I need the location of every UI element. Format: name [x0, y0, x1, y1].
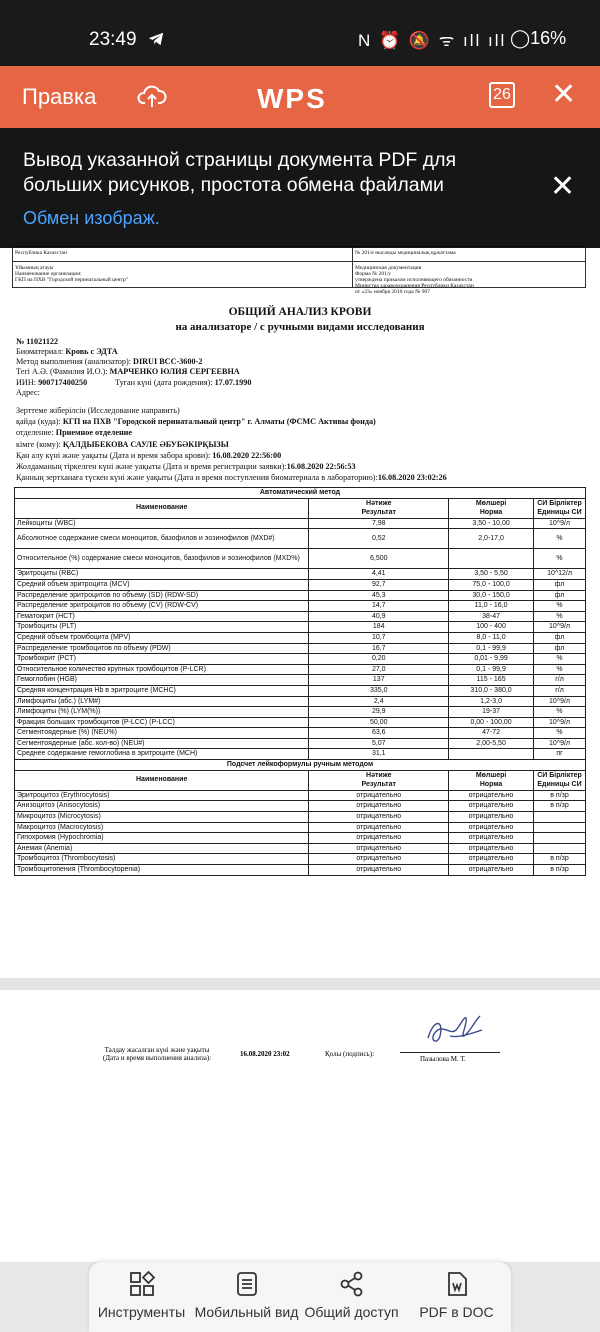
signer-name: Пазылова М. Т. [420, 1055, 466, 1063]
cell-norm: отрицательно [449, 843, 534, 854]
cell-name: Относительное количество крупных тромбоцитов (P-LCR) [15, 664, 309, 675]
table-row [15, 643, 586, 654]
cell-result: 14,7 [309, 601, 449, 612]
cell-unit: в п/зр [534, 854, 586, 865]
cell-result: 6,500 [309, 549, 449, 569]
cell-result: 2,4 [309, 696, 449, 707]
cell-result: 0,20 [309, 654, 449, 665]
cell-name: Лимфоциты (абс.) (LYM#) [15, 696, 309, 707]
table-row [15, 749, 586, 760]
cell-norm: отрицательно [449, 822, 534, 833]
cell-name: Фракция больших тромбоцитов (P-LCC) (P-LCC) [15, 717, 309, 728]
cell-name: Относительное (%) содержание смеси моноцитов, базофилов и эозинофилов (MXD%) [15, 549, 309, 569]
cell-unit: г/л [534, 675, 586, 686]
header-country: Республика Казахстан [15, 250, 67, 256]
received-time: 16.08.2020 23:02:26 [377, 473, 447, 482]
cell-name: Средний объем тромбоцита (MPV) [15, 632, 309, 643]
cell-norm: 2,00-5,50 [449, 738, 534, 749]
cell-unit: г/л [534, 685, 586, 696]
analysis-date: 16.08.2020 23:02 [240, 1050, 290, 1058]
page-gap [0, 978, 600, 990]
address-label: Адрес: [16, 388, 40, 397]
cell-unit: % [534, 601, 586, 612]
cell-result: 63,6 [309, 728, 449, 739]
cell-norm: 2,0-17,0 [449, 529, 534, 549]
auto-section-title: Автоматический метод [15, 488, 586, 499]
table-row [15, 569, 586, 580]
cell-result: отрицательно [309, 801, 449, 812]
cell-norm: 11,0 - 16,0 [449, 601, 534, 612]
cell-unit: в п/зр [534, 801, 586, 812]
cell-norm: отрицательно [449, 833, 534, 844]
table-row [15, 801, 586, 812]
table-row [15, 622, 586, 633]
cell-norm: отрицательно [449, 812, 534, 823]
cell-name: Микроцитоз (Microcytosis) [15, 812, 309, 823]
header-form-number: № 201/е нысанды медициналық құжаттама [355, 250, 456, 256]
doc-subtitle: на анализаторе / с ручными видами исследования [175, 321, 425, 333]
cell-norm: 3,50 - 10,00 [449, 518, 534, 529]
cell-norm: 100 - 400 [449, 622, 534, 633]
status-icons: N ⏰ 🔕 ᯤ ıll ıll [358, 31, 507, 50]
cell-norm: 75,0 - 100,0 [449, 579, 534, 590]
order-number: № 11021122 [16, 337, 59, 346]
cell-name: Распределение эритроцитов по объему (CV) (RDW-CV) [15, 601, 309, 612]
cell-unit: пг [534, 749, 586, 760]
cloud-upload-icon[interactable] [137, 81, 167, 111]
table-row [15, 529, 586, 549]
mobile-view-button[interactable] [194, 1270, 299, 1320]
cell-name: Эритроцитоз (Erythrocytosis) [15, 790, 309, 801]
cell-norm: 0,1 - 99,9 [449, 664, 534, 675]
battery-indicator: ◯16% [510, 28, 567, 48]
cell-norm: 3,50 - 5,50 [449, 569, 534, 580]
cell-result: 10,7 [309, 632, 449, 643]
table-row [15, 685, 586, 696]
table-row [15, 790, 586, 801]
cell-result: 27,0 [309, 664, 449, 675]
header-organization: Ұйымның атауы Наименование организации: ГКП на ПХВ "Городской перинатальный центр" [15, 265, 128, 283]
cell-unit: % [534, 707, 586, 718]
cell-result: 50,00 [309, 717, 449, 728]
tools-label: Инструменты [97, 1304, 186, 1320]
cell-unit: 10^9/л [534, 738, 586, 749]
table-row [15, 590, 586, 601]
table-row [15, 812, 586, 823]
cell-unit: 10^9/л [534, 696, 586, 707]
cell-result: 184 [309, 622, 449, 633]
doc-title: ОБЩИЙ АНАЛИЗ КРОВИ [228, 306, 372, 318]
cell-unit: % [534, 611, 586, 622]
cell-norm: 19-37 [449, 707, 534, 718]
cell-unit: в п/зр [534, 790, 586, 801]
cell-unit: % [534, 728, 586, 739]
share-label: Общий доступ [304, 1304, 399, 1320]
cell-unit: 10^9/л [534, 518, 586, 529]
col-units-header: СИ Бірліктер Единицы СИ [534, 498, 586, 518]
cell-norm: 47-72 [449, 728, 534, 739]
cell-result: отрицательно [309, 812, 449, 823]
cell-name: Сегментоядерные (%) (NEU%) [15, 728, 309, 739]
page-count-button[interactable]: 26 [489, 82, 515, 108]
table-row [15, 675, 586, 686]
table-row [15, 632, 586, 643]
table-row [15, 717, 586, 728]
cell-unit: в п/зр [534, 865, 586, 876]
cell-result: отрицательно [309, 843, 449, 854]
cell-unit [534, 843, 586, 854]
promo-banner [0, 128, 600, 248]
cell-name: Тромбокрит (PCT) [15, 654, 309, 665]
cell-name: Анемия (Anemia) [15, 843, 309, 854]
cell-norm: 8,0 - 11,0 [449, 632, 534, 643]
table-row [15, 822, 586, 833]
cell-name: Макроцитоз (Macrocytosis) [15, 822, 309, 833]
cell-result: отрицательно [309, 790, 449, 801]
cell-name: Эритроциты (RBC) [15, 569, 309, 580]
edit-button[interactable]: Правка [22, 84, 97, 109]
telegram-icon [147, 30, 165, 48]
table-row [15, 854, 586, 865]
cell-unit: фл [534, 632, 586, 643]
cell-norm: отрицательно [449, 865, 534, 876]
cell-name: Тромбоцитопения (Thrombocytopenia) [15, 865, 309, 876]
cell-unit: % [534, 664, 586, 675]
cell-norm: отрицательно [449, 801, 534, 812]
cell-name: Распределение эритроцитов по объему (SD) (RDW-SD) [15, 590, 309, 601]
registration-time: 16.08.2020 22:56:53 [286, 462, 356, 471]
cell-norm: 38-47 [449, 611, 534, 622]
biomaterial: Кровь с ЭДТА [65, 347, 118, 356]
pdf-page-2 [0, 990, 600, 1262]
col-result-header: Нәтиже Результат [309, 498, 449, 518]
cell-name: Среднее содержание гемоглобина в эритроците (MCH) [15, 749, 309, 760]
analyzer: DIRUI BCC-3600-2 [133, 357, 203, 366]
cell-unit: % [534, 549, 586, 569]
share-icon [338, 1270, 366, 1298]
table-row [15, 865, 586, 876]
cell-unit: 10^12/л [534, 569, 586, 580]
cell-name: Сегментоядерные (абс. кол-во) (NEU#) [15, 738, 309, 749]
cell-name: Гематокрит (HCT) [15, 611, 309, 622]
cell-name: Анизоцитоз (Anisocytosis) [15, 801, 309, 812]
cell-result: 5,07 [309, 738, 449, 749]
cell-name: Тромбоциты (PLT) [15, 622, 309, 633]
clock: 23:49 [89, 29, 137, 50]
share-image-link[interactable]: Обмен изображ. [23, 208, 160, 228]
header-med-doc: Медицинская документация Форма № 201/у утверждена приказом исполняющего обязанности Министра здравоохранения Республики Казахстан от «23» ноября 2010 года № 907 [355, 265, 474, 295]
cell-norm: 30,0 - 150,0 [449, 590, 534, 601]
cell-unit [534, 833, 586, 844]
form-header [12, 246, 586, 295]
cell-norm [449, 749, 534, 760]
pdf-page: Республика Казахстан № 201/е нысанды медициналық құжаттама Ұйымның атауы Наименование организации: ГКП на ПХВ "Городской перинатальный центр" Медицинская документация Форма № 201/у утверждена приказом исполняющего обязанности Министра здравоохранения Республики Казахстан от «23» ноября 2010 года № 907 ОБЩИЙ АНАЛИЗ КРОВИ на анализаторе / с ручными видами исследования № 11021122 Биоматериал: Кровь с ЭДТА Метод выполнения (анализатор): DIRUI BCC-3600-2 Тегі А.Ә. (Фамилия И.О.): МАРЧЕНКО ЮЛИЯ СЕРГЕЕВНА ИИН: 900717400250 Туған күні (дата рождения): 17.07.1990 Адрес: Зерттеме жіберілсін (Исследование направить) қайда (куда): КГП на ПХВ "Городской перинатальный центр" г. Алматы (ФСМС Активы фонда) отделение: Приемное отделение кімге (кому): ҚАЛДЫБЕКОВА САУЛЕ ӘБУБӘКІРҚЫЗЫ Қан алу күні және уақыты (Дата и время забора крови): 16.08.2020 22:56:00 Жолдаманың тіркелген күні және уақыты (Дата и время регистрации заявки):16.08.2020 22:56:53 Қанның зертханаға түскен күні және уақыты (Дата и время поступления биоматериала в лабораторию):16.08.2020 23:02:26 Автоматический метод Наименование Нәтиже Результат Мөлшері Норма СИ Бірліктер Единицы СИ Лейкоциты (WBC) 7,98 3,50 - 10,00 10^9/л Абсолютное содержание смеси моноцитов, базофилов и эозинофилов (MXD#) 0,52 2,0-17,0 % Относительное (%) содержание смеси моноцитов, базофилов и эозинофилов (MXD%) 6,500 % Эритроциты (RBC) 4,41 3,50 - 5,50 10^12/л Средний объем эритроцита (MCV) 92,7 75,0 - 100,0 фл Распределение эритроцитов по объему (SD) (RDW-SD) 45,3 30,0 - 150,0 фл Распределение эритроцитов по объему (CV) (RDW-CV) 14,7 11,0 - 16,0 % Гематокрит (HCT) 40,9 38-47 % Тромбоциты (PLT) 184 100 - 400 10^9/л Средний объем тромбоцита (MPV) 10,7 8,0 - 11,0 фл Распределение тромбоцитов по объему (PDW) 16,7 0,1 - 99,9 фл Тромбокрит (PCT) 0,20 0,01 - 9,99 % Относительное количество крупных тромбоцитов (P-LCR) 27,0 0,1 - 99,9 % Гемоглобин (HGB) 137 115 - 165 г/л Средняя концентрация Hb в эритроците (MCHC) 335,0 310,0 - 380,0 г/л Лимфоциты (абс.) (LYM#) 2,4 1,2-3,0 10^9/л Лимфоциты (%) (LYM(%)) 29,9 19-37 % Фракция больших тромбоцитов (P-LCC) (P-LCC) 50,00 0,00 - 100,00 10^9/л Сегментоядерные (%) (NEU%) 63,6 47-72 % Сегментоядерные (абс. кол-во) (NEU#) 5,07 2,00-5,50 10^9/л Среднее содержание гемоглобина в эритроците (MCH) 31,1 пг Подсчет лейкоформулы ручным методом Наименование Нәтиже Результат Мөлшері Норма СИ Бірліктер Единицы СИ Эритроцитоз (Erythrocytosis) отрицательно отрицательно в п/зр Анизоцитоз (Anisocytosis) отрицательно отрицательно в п/зр Микроцитоз (Microcytosis) отрицательно отрицательно Макроцитоз (Macrocytosis) отрицательно отрицательно Гипохромия (Hypochromia) отрицательно отрицательно Анемия (Anemia) отрицательно отрицательно Тромбоцитоз (Thrombocytosis) отрицательно отрицательно в п/зр Тромбоцитопения (Thrombocytopenia) отрицательно отрицательно в п/зр [0, 128, 600, 978]
patient-iin: 900717400250 [38, 378, 88, 387]
share-button[interactable] [299, 1270, 404, 1320]
cell-name: Лейкоциты (WBC) [15, 518, 309, 529]
sample-time: 16.08.2020 22:56:00 [212, 451, 282, 460]
cell-result: 7,98 [309, 518, 449, 529]
cell-result: отрицательно [309, 854, 449, 865]
pdf-to-doc-button[interactable] [404, 1270, 509, 1320]
cell-result: 16,7 [309, 643, 449, 654]
cell-norm: 0,1 - 99,9 [449, 643, 534, 654]
cell-name: Лимфоциты (%) (LYM(%)) [15, 707, 309, 718]
col-name-header: Наименование [15, 498, 309, 518]
cell-name: Средний объем эритроцита (MCV) [15, 579, 309, 590]
cell-norm: 0,00 - 100,00 [449, 717, 534, 728]
tools-icon [128, 1270, 156, 1298]
patient-dob: 17.07.1990 [214, 378, 252, 387]
banner-close-icon[interactable]: ✕ [550, 170, 576, 203]
wps-logo: WPS [257, 83, 327, 114]
cell-unit: 10^9/л [534, 717, 586, 728]
cell-unit: % [534, 654, 586, 665]
cell-result: 0,52 [309, 529, 449, 549]
cell-result: 29,9 [309, 707, 449, 718]
cell-result: 137 [309, 675, 449, 686]
signature-label: Қолы (подпись): [325, 1050, 375, 1058]
cell-result: 40,9 [309, 611, 449, 622]
pdf-to-doc-label: PDF в DOC [419, 1304, 494, 1320]
cell-result: 31,1 [309, 749, 449, 760]
status-bar [0, 0, 600, 66]
table-row [15, 579, 586, 590]
patient-name: МАРЧЕНКО ЮЛИЯ СЕРГЕЕВНА [109, 367, 240, 376]
table-row [15, 738, 586, 749]
cell-name: Средняя концентрация Hb в эритроците (MCHC) [15, 685, 309, 696]
app-toolbar [0, 66, 600, 128]
col-result-header: Нәтиже Результат [309, 770, 449, 790]
cell-result: 92,7 [309, 579, 449, 590]
bottom-toolbar [89, 1262, 511, 1332]
close-icon[interactable]: ✕ [551, 78, 577, 111]
send-to-label: Зерттеме жіберілсін (Исследование направить) [16, 406, 180, 415]
cell-norm: 1,2-3,0 [449, 696, 534, 707]
cell-unit: фл [534, 643, 586, 654]
cell-result: отрицательно [309, 865, 449, 876]
table-row [15, 518, 586, 529]
manual-section-title: Подсчет лейкоформулы ручным методом [15, 760, 586, 771]
cell-unit: фл [534, 579, 586, 590]
cell-result: отрицательно [309, 833, 449, 844]
pdf-to-doc-icon [443, 1270, 471, 1298]
table-row [15, 549, 586, 569]
results-table [14, 487, 586, 876]
cell-name: Тромбоцитоз (Thrombocytosis) [15, 854, 309, 865]
department: Приемное отделение [55, 428, 133, 437]
table-row [15, 611, 586, 622]
table-row [15, 664, 586, 675]
cell-result: 45,3 [309, 590, 449, 601]
table-row [15, 833, 586, 844]
cell-name: Абсолютное содержание смеси моноцитов, базофилов и эозинофилов (MXD#) [15, 529, 309, 549]
col-norm-header: Мөлшері Норма [449, 770, 534, 790]
col-name-header: Наименование [15, 770, 309, 790]
cell-unit: фл [534, 590, 586, 601]
cell-name: Распределение тромбоцитов по объему (PDW) [15, 643, 309, 654]
table-row [15, 707, 586, 718]
doctor-name: ҚАЛДЫБЕКОВА САУЛЕ ӘБУБӘКІРҚЫЗЫ [62, 440, 229, 449]
cell-norm [449, 549, 534, 569]
cell-norm: отрицательно [449, 854, 534, 865]
signature-image [420, 1008, 490, 1052]
table-row [15, 601, 586, 612]
cell-norm: 0,01 - 9,99 [449, 654, 534, 665]
send-to-where: КГП на ПХВ "Городской перинатальный центр" г. Алматы (ФСМС Активы фонда) [62, 417, 376, 426]
table-row [15, 843, 586, 854]
col-units-header: СИ Бірліктер Единицы СИ [534, 770, 586, 790]
cell-unit [534, 812, 586, 823]
cell-name: Гемоглобин (HGB) [15, 675, 309, 686]
cell-unit: % [534, 529, 586, 549]
cell-norm: 115 - 165 [449, 675, 534, 686]
mobile-view-label: Мобильный вид [194, 1304, 299, 1320]
cell-norm: отрицательно [449, 790, 534, 801]
col-norm-header: Мөлшері Норма [449, 498, 534, 518]
cell-unit: 10^9/л [534, 622, 586, 633]
table-row [15, 728, 586, 739]
tools-button[interactable] [89, 1270, 194, 1320]
table-row [15, 654, 586, 665]
cell-name: Гипохромия (Hypochromia) [15, 833, 309, 844]
cell-result: 4,41 [309, 569, 449, 580]
analysis-date-label: Талдау жасалған күні және уақыты (Дата и время выполнения анализа): [102, 1046, 212, 1062]
cell-norm: 310,0 - 380,0 [449, 685, 534, 696]
mobile-view-icon [233, 1270, 261, 1298]
cell-result: 335,0 [309, 685, 449, 696]
table-row [15, 696, 586, 707]
cell-unit [534, 822, 586, 833]
banner-message: Вывод указанной страницы документа PDF для больших рисунков, простота обмена файлами [23, 149, 457, 196]
cell-result: отрицательно [309, 822, 449, 833]
